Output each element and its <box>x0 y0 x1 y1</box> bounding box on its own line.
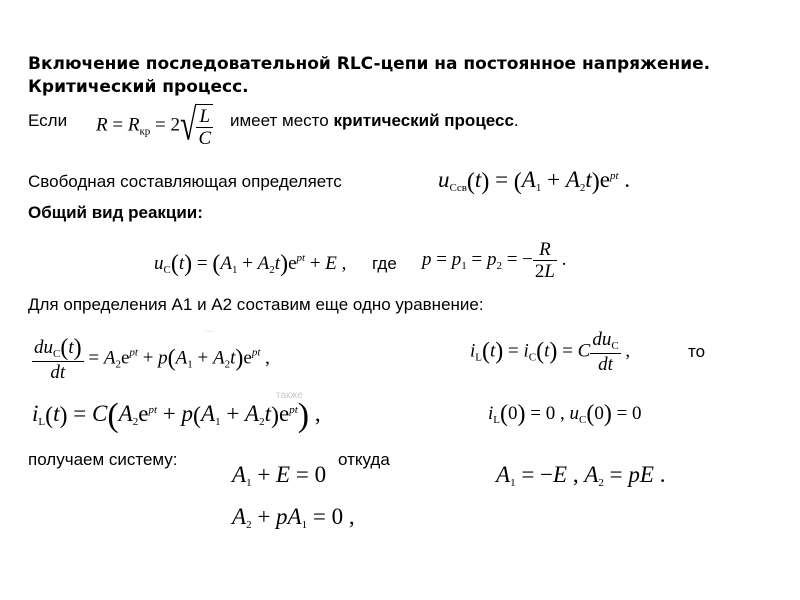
slide-title-line2: Критический процесс. <box>28 77 249 97</box>
general-reaction-heading: Общий вид реакции: <box>28 203 203 222</box>
condition-end: . <box>513 111 519 130</box>
formula-free-component: $u_{Cсв}(t) = (A_1 + A_2t)e^{pt}$ . <box>438 167 631 195</box>
condition-middle: имеет место <box>230 111 329 130</box>
then-word: то <box>688 342 706 361</box>
slide-title <box>28 53 710 99</box>
free-component-text: Свободная составляющая определяетс <box>28 172 342 191</box>
slide-title-line1: Включение последовательной RLC-цепи на постоянное напряжение. <box>28 54 711 74</box>
formula-general-reaction: $u_C(t) = (A_1 + A_2t)e^{pt} + E$ , <box>154 251 347 277</box>
condition-text <box>230 111 519 131</box>
formula-result: $A_1 = -E$ , $A_2$ = pE . <box>496 462 666 489</box>
condition-bold: критический процесс <box>333 111 514 130</box>
ghost-text-1: ... <box>205 324 214 335</box>
whence-word: откуда <box>338 450 390 469</box>
formula-system-eq2: $A_2 + pA_1 = 0$ , <box>232 504 355 531</box>
system-text: получаем систему: <box>28 450 178 469</box>
formula-system-eq1: $A_1 + E = 0$ <box>232 462 327 489</box>
define-coefficients-text: Для определения А1 и А2 составим еще одно уравнение: <box>28 295 484 314</box>
formula-initial-conditions: $i_L(0) = 0$ , $u_C(0) = 0$ <box>488 401 642 427</box>
formula-derivative: $\frac{du_C(t)}{dt}$ = $A_2e^{pt} + p(A_1 + A_2t)e^{pt}$ , <box>34 335 270 383</box>
formula-roots: $p = p_1 = p_2$ = − $\frac{R}{2L}$ . <box>422 239 567 282</box>
formula-current-full: $i_L(t) = C(A_2e^{pt} + p(A_1 + A_2t)e^{pt})$ , <box>32 397 321 434</box>
formula-critical-resistance: $R = R_{кр} = 2√$ $\frac{L}{C}$ <box>96 100 212 150</box>
where-word: где <box>372 254 397 273</box>
condition-prefix: Если <box>28 111 68 130</box>
ghost-text-2: также <box>276 390 303 401</box>
formula-current-capacitor: $i_L(t) = i_C(t) = C$ $\frac{du_C}{dt}$ , <box>470 329 631 375</box>
